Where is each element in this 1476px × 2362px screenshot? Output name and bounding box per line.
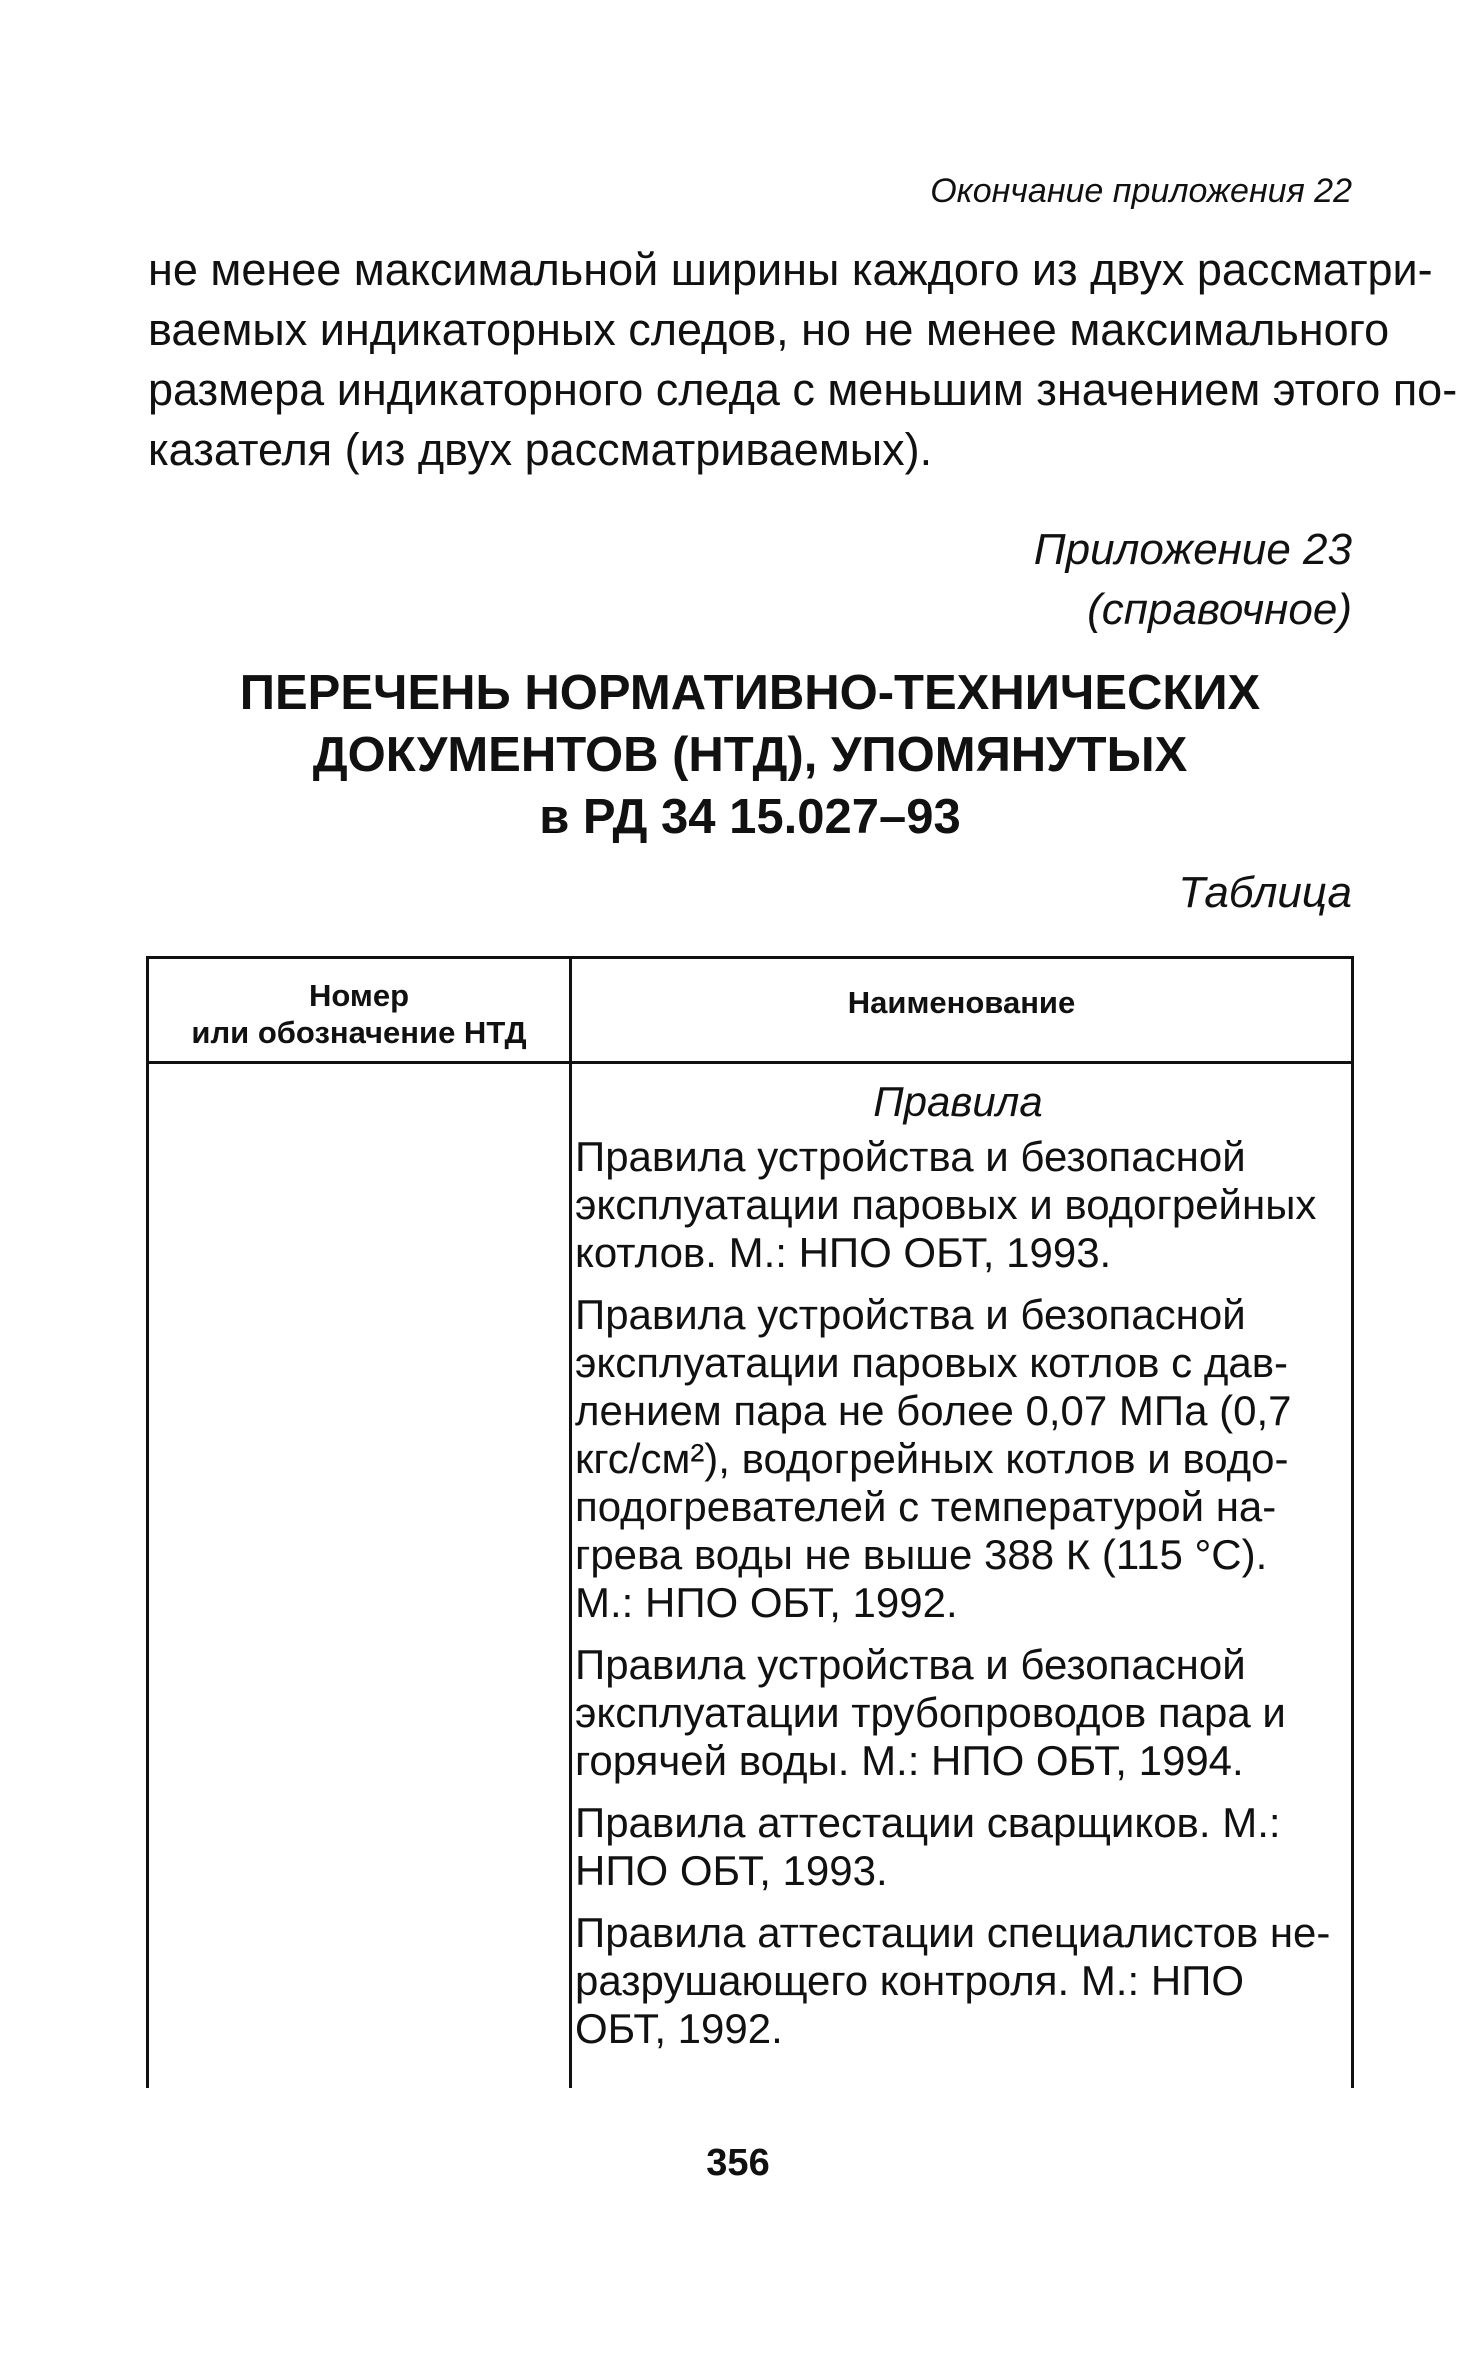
entry-line: котлов. М.: НПО ОБТ, 1993. (575, 1229, 1112, 1276)
page-title (148, 662, 1352, 848)
header-line: или обозначение НТД (191, 1015, 527, 1050)
name-column-cells (575, 1077, 1341, 2067)
paragraph-line: размера индикаторного следа с меньшим значением этого по- (148, 364, 1458, 415)
entry-line: лением пара не более 0,07 МПа (0,7 (575, 1387, 1292, 1434)
table-label: Таблица (1178, 868, 1352, 917)
column-header-number (149, 977, 569, 1051)
table-entry (575, 1799, 1341, 1895)
column-header-name: Наименование (847, 985, 1076, 1020)
running-head: Окончание приложения 22 (930, 172, 1352, 210)
entry-line: эксплуатации паровых котлов с дав- (575, 1339, 1288, 1386)
entry-line: Правила устройства и безопасной (575, 1133, 1246, 1180)
table-entry (575, 1909, 1341, 2053)
entry-line: Правила устройства и безопасной (575, 1291, 1246, 1338)
title-line: в РД 34 15.027–93 (539, 790, 961, 844)
header-divider (149, 1061, 1351, 1064)
table-entry (575, 1641, 1341, 1785)
entry-line: кгс/см²), водогрейных котлов и водо- (575, 1435, 1289, 1482)
entry-line: М.: НПО ОБТ, 1992. (575, 1579, 958, 1626)
entry-line: подогревателей с температурой на- (575, 1483, 1277, 1530)
paragraph-line: не менее максимальной ширины каждого из двух рассматри- (148, 244, 1433, 295)
continuation-paragraph (148, 240, 1458, 480)
page-number: 356 (706, 2142, 770, 2184)
table-entry (575, 1133, 1341, 1277)
appendix-number: Приложение 23 (1033, 525, 1352, 574)
entry-line: Правила аттестации специалистов не- (575, 1909, 1331, 1956)
header-line: Номер (308, 978, 410, 1013)
appendix-label (1034, 520, 1352, 640)
paragraph-line: ваемых индикаторных следов, но не менее максимального (148, 304, 1390, 355)
table-entry (575, 1291, 1341, 1627)
section-title: Правила (873, 1078, 1043, 1125)
paragraph-line: казателя (из двух рассматриваемых). (148, 424, 933, 475)
title-line: ПЕРЕЧЕНЬ НОРМАТИВНО-ТЕХНИЧЕСКИХ (239, 666, 1261, 720)
entry-line: ОБТ, 1992. (575, 2005, 783, 2052)
column-divider (569, 959, 572, 2088)
title-line: ДОКУМЕНТОВ (НТД), УПОМЯНУТЫХ (312, 728, 1188, 782)
ntd-table (146, 956, 1354, 2088)
entry-line: эксплуатации трубопроводов пара и (575, 1689, 1286, 1736)
entry-line: Правила устройства и безопасной (575, 1641, 1246, 1688)
entry-line: горячей воды. М.: НПО ОБТ, 1994. (575, 1737, 1244, 1784)
entry-line: разрушающего контроля. М.: НПО (575, 1957, 1245, 2004)
entry-line: НПО ОБТ, 1993. (575, 1847, 888, 1894)
appendix-type: (справочное) (1087, 585, 1352, 634)
entry-line: эксплуатации паровых и водогрейных (575, 1181, 1317, 1228)
entry-line: Правила аттестации сварщиков. М.: (575, 1799, 1281, 1846)
entry-line: грева воды не выше 388 К (115 °С). (575, 1531, 1268, 1578)
